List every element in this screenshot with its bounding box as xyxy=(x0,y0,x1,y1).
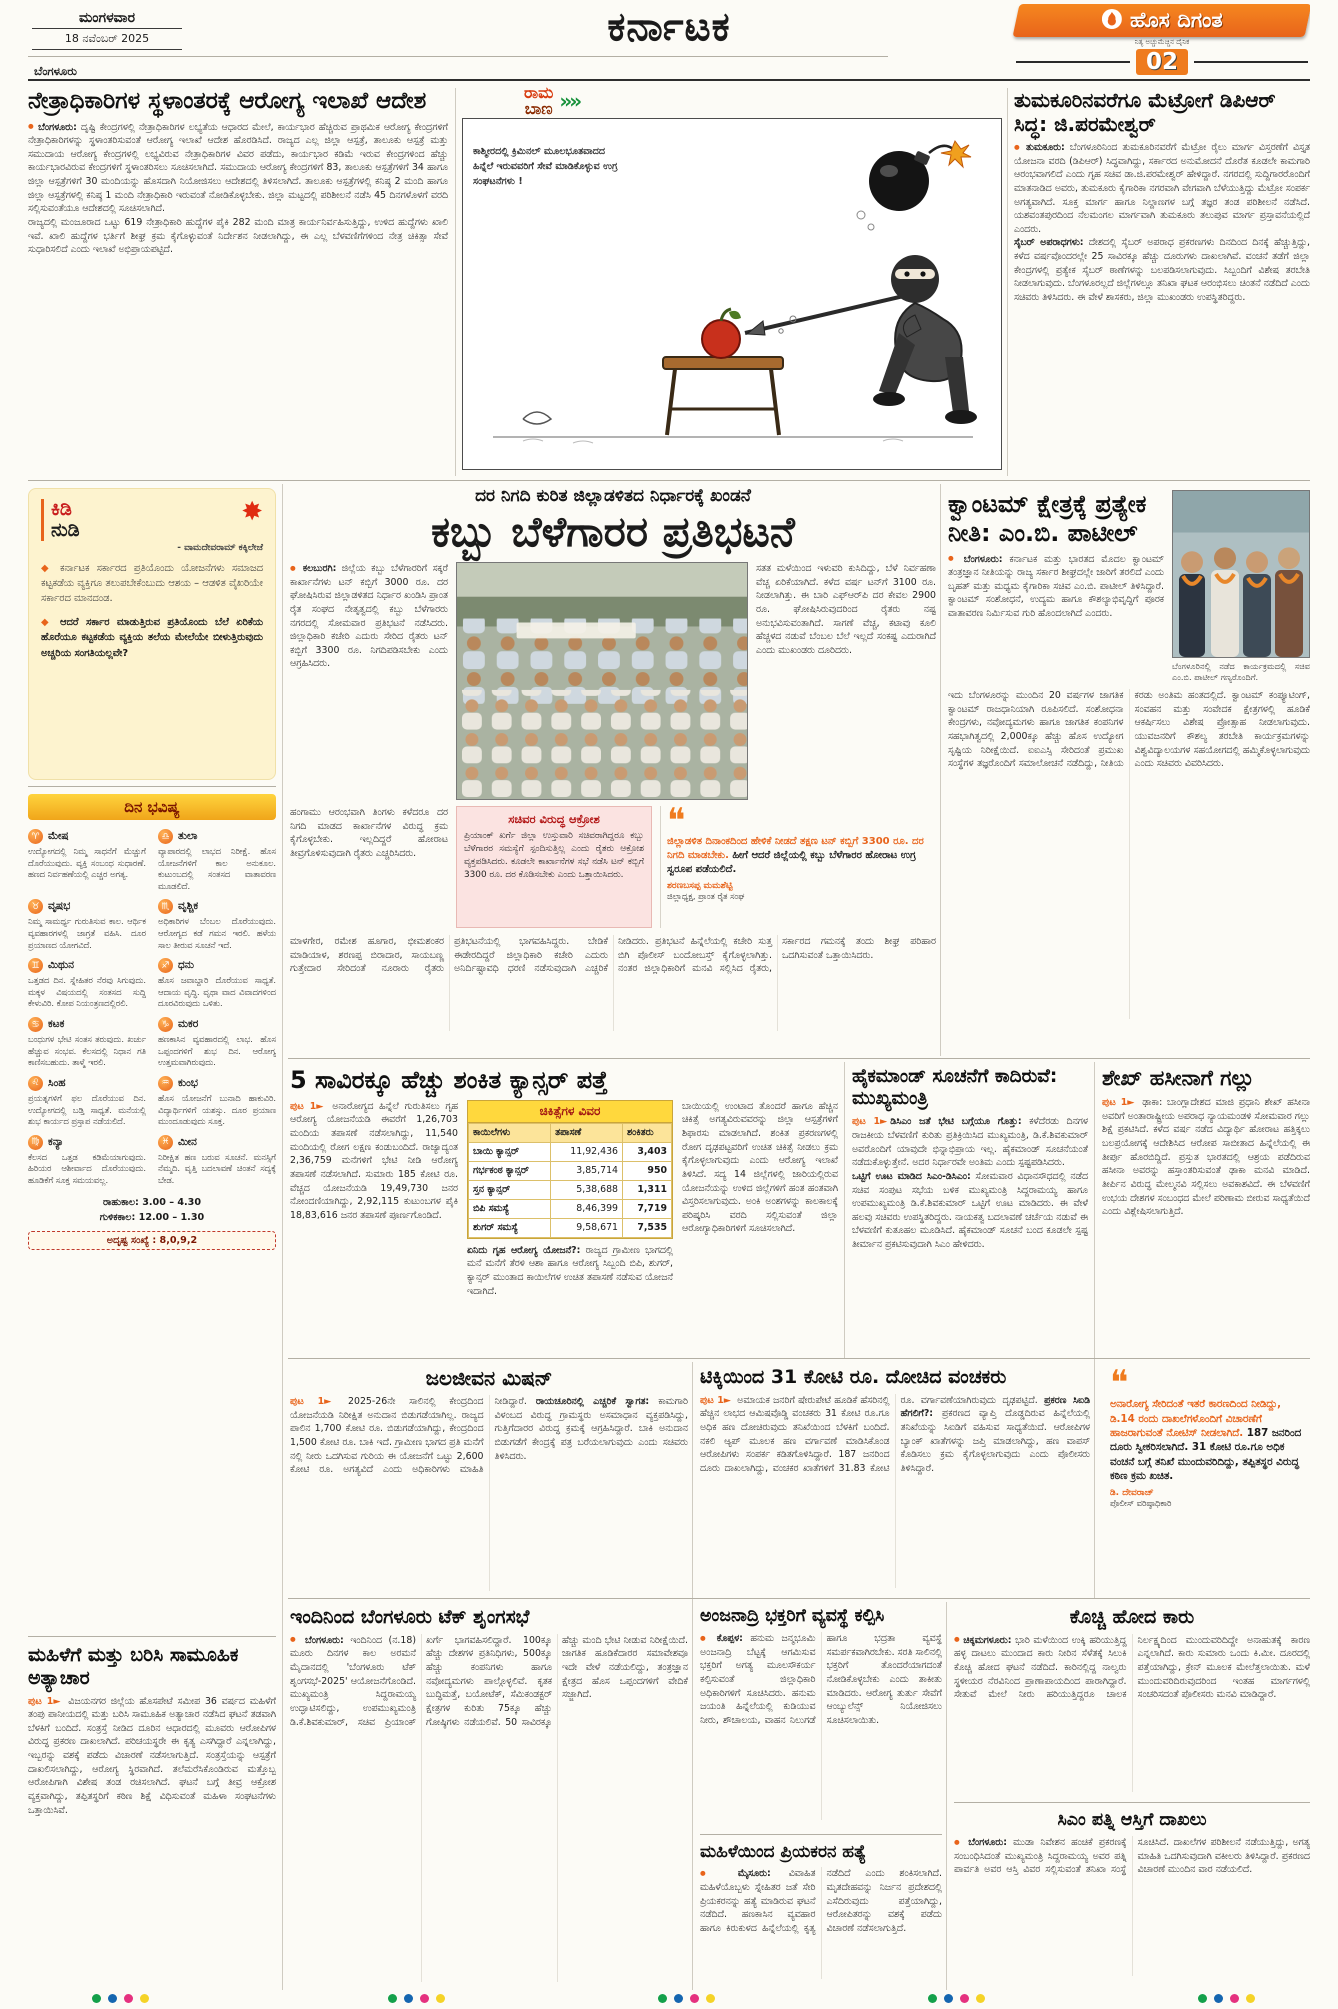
quote-author-role: ಪೊಲೀಸ್ ವರಿಷ್ಠಾಧಿಕಾರಿ xyxy=(1110,1497,1172,1508)
body-text: ಪ್ರಕರಣದ ವ್ಯಾಪ್ತಿ ದೊಡ್ಡದಿರುವ ಹಿನ್ನೆಲೆಯಲ್ಲಿ ತನಿಖೆಯನ್ನು ಸಿಐಡಿಗೆ ವಹಿಸುವ ಸಾಧ್ಯತೆಯಿದೆ. ಆರೋಪಿಗಳ ಬ್ಯಾಂಕ್ ಖಾತೆಗಳನ್ನು ಜಪ್ತಿ ಮಾಡಲಾಗಿದ್ದು, ಹಣ ವಾಪಸ್ ಕೊಡಿಸಲು ಕ್ರಮ ಕೈಗೊಳ್ಳಲಾಗುವುದು ಎಂದು ಪೊಲೀಸರು ತಿಳಿಸಿದ್ದಾರೆ. xyxy=(900,1408,1090,1474)
horoscope-item: ♓ ಮೀನ ನಿರೀಕ್ಷಿತ ಹಣ ಬರುವ ಸೂಚನೆ. ಮನಸ್ಸಿಗೆ ನೆಮ್ಮದಿ. ವೃತ್ತಿ ಬದಲಾವಣೆ ಚಿಂತನೆ ಸದ್ಯಕ್ಕೆ ಬೇಡ. xyxy=(158,1135,276,1185)
horoscope-item: ♎ ತುಲಾ ವ್ಯಾಪಾರದಲ್ಲಿ ಲಾಭದ ನಿರೀಕ್ಷೆ. ಹೊಸ ಯೋಜನೆಗಳಿಗೆ ಕಾಲ ಅನುಕೂಲ. ಕುಟುಂಬದಲ್ಲಿ ಸಂತಸದ ವಾತಾವರಣ ಮೂಡಲಿದೆ. xyxy=(158,830,276,891)
masthead-band xyxy=(1012,4,1310,37)
dateline: ● ಬೆಂಗಳೂರು: xyxy=(28,122,77,133)
quote-highlight: ಅನಾರೋಗ್ಯ ಸೇರಿದಂತೆ ಇತರೆ ಕಾರಣದಿಂದ ನೀಡಿದ್ದು, ಡಿ.14 ರಂದು ದಾಖಲೆಗಳೊಂದಿಗೆ ವಿಚಾರಣೆಗೆ ಹಾಜರಾಗುವಂತೆ ನೋಟಿಸ್ ನೀಡಲಾಗಿದೆ. xyxy=(1110,1398,1282,1439)
article-cm-wife-assets xyxy=(954,1810,1310,1990)
lucky-numbers: ಅದೃಷ್ಟ ಸಂಖ್ಯೆ : 8,0,9,2 xyxy=(28,1231,276,1250)
article-cm-highcommand xyxy=(852,1066,1088,1356)
article-body xyxy=(700,1394,1090,1588)
registration-marks xyxy=(1198,1994,1255,2003)
article-headline: ಜಲಜೀವನ ಮಿಷನ್ xyxy=(425,1366,553,1390)
article-body xyxy=(1014,141,1310,305)
article-row xyxy=(290,801,936,928)
table-title: ಚಿಕಿತ್ಸೆಗಳ ವಿವರ xyxy=(468,1101,672,1123)
quote-author: ಶರಣಬಸಪ್ಪ ಮಮಶೆಟ್ಟಿ xyxy=(667,881,733,892)
kidi-nudi-header xyxy=(41,499,263,541)
color-registration-dot xyxy=(124,1994,133,2003)
quote-attribution: - ವಾಮದೇವರಾಮ್ ಕಕ್ಕಿಲೇಜೆ xyxy=(177,542,263,553)
article-jal-jeevan-mission xyxy=(290,1366,688,1594)
body-text: ಮುಡಾ ನಿವೇಶನ ಹಂಚಿಕೆ ಪ್ರಕರಣಕ್ಕೆ ಸಂಬಂಧಿಸಿದಂತೆ ಮುಖ್ಯಮಂತ್ರಿ ಸಿದ್ದರಾಮಯ್ಯ ಅವರ ಪತ್ನಿ ಪಾರ್ವತಿ ಅವರ ಆಸ್ತಿ ವಿವರ ಸಲ್ಲಿಸುವಂತೆ ತನಿಖಾ ಸಂಸ್ಥೆ ಸೂಚಿಸಿದೆ. ದಾಖಲೆಗಳ ಪರಿಶೀಲನೆ ನಡೆಯುತ್ತಿದ್ದು, ಅಗತ್ಯ ಮಾಹಿತಿ ಒದಗಿಸುವುದಾಗಿ ವಕೀಲರು ತಿಳಿಸಿದ್ದಾರೆ. ಪ್ರಕರಣದ ವಿಚಾರಣೆ ಮುಂದಿನ ವಾರ ನಡೆಯಲಿದೆ. xyxy=(954,1837,1310,1876)
column-rule xyxy=(946,1602,947,1990)
section-title: ಕರ್ನಾಟಕ xyxy=(607,4,731,50)
chevrons-icon: »» xyxy=(559,89,580,113)
quote-rest: 187 ಜನರಿಂದ ದೂರು ಸ್ವೀಕರಿಸಲಾಗಿದೆ. 31 ಕೋಟಿ ರೂ.ಗೂ ಅಧಿಕ ವಂಚನೆ ಬಗ್ಗೆ ತನಿಖೆ ಮುಂದುವರಿದಿದ್ದು, ತಪ್ಪಿತಸ್ಥರ ವಿರುದ್ಧ ಕಠಿಣ ಕ್ರಮ ಖಚಿತ. xyxy=(1110,1427,1302,1483)
quote-icon: ❝ xyxy=(1110,1366,1129,1403)
cartoon-label-line1: ರಾಮ xyxy=(524,84,554,102)
zodiac-icon: ♈ xyxy=(28,829,43,844)
article-hasina-verdict xyxy=(1102,1066,1310,1356)
city-label: ಬೆಂಗಳೂರು xyxy=(34,64,77,78)
body-text: ಹನುಮ ಜನ್ಮಭೂಮಿ ಅಂಜನಾದ್ರಿ ಬೆಟ್ಟಕ್ಕೆ ಆಗಮಿಸುವ ಭಕ್ತರಿಗೆ ಅಗತ್ಯ ಮೂಲಸೌಕರ್ಯ ಕಲ್ಪಿಸುವಂತೆ ಜಿಲ್ಲಾಧಿಕಾರಿ ಅಧಿಕಾರಿಗಳಿಗೆ ಸೂಚಿಸಿದರು. ಹನುಮ ಜಯಂತಿ ಹಿನ್ನೆಲೆಯಲ್ಲಿ ಕುಡಿಯುವ ನೀರು, ಶೌಚಾಲಯ, ವಾಹನ ನಿಲುಗಡೆ ಹಾಗೂ ಭದ್ರತಾ ವ್ಯವಸ್ಥೆ ಸಮರ್ಪಕವಾಗಿರಬೇಕು. ಸರತಿ ಸಾಲಿನಲ್ಲಿ ಭಕ್ತರಿಗೆ ತೊಂದರೆಯಾಗದಂತೆ ನೋಡಿಕೊಳ್ಳಬೇಕು ಎಂದು ತಾಕೀತು ಮಾಡಿದರು. ಆರೋಗ್ಯ ತುರ್ತು ಸೇವೆಗೆ ಆಂಬ್ಯುಲೆನ್ಸ್ ನಿಯೋಜಿಸಲು ಸೂಚಿಸಲಾಯಿತು. xyxy=(700,1633,942,1726)
article-body xyxy=(700,1632,942,1820)
dateline: ● ಚಿಕ್ಕಮಗಳೂರು: xyxy=(954,1635,1011,1646)
article-headline: ತುಮಕೂರಿನವರೆಗೂ ಮೆಟ್ರೋಗೆ ಡಿಪಿಆರ್ ಸಿದ್ಧ: ಜಿ.ಪರಮೇಶ್ವರ್ xyxy=(1014,88,1276,136)
zodiac-icon: ♒ xyxy=(158,1076,173,1091)
rule xyxy=(1016,61,1130,63)
continued-from-page1-marker: ಪುಟ 1► xyxy=(852,1116,888,1128)
color-registration-dot xyxy=(944,1994,953,2003)
kidi-title: ಕಿಡಿ xyxy=(51,498,72,520)
section-rule xyxy=(288,1358,1310,1359)
column-rule xyxy=(1007,88,1008,476)
horoscope-title: ದಿನ ಭವಿಷ್ಯ xyxy=(28,794,276,820)
body-text: ವಿವಾಹಿತ ಮಹಿಳೆಯೊಬ್ಬಳು ಸ್ನೇಹಿತರ ಜತೆ ಸೇರಿ ಪ್ರಿಯಕರನನ್ನು ಹತ್ಯೆ ಮಾಡಿರುವ ಘಟನೆ ನಡೆದಿದೆ. ಹಣಕಾಸಿನ ವ್ಯವಹಾರ ಹಾಗೂ ಕಿರುಕುಳದ ಹಿನ್ನೆಲೆಯಲ್ಲಿ ಕೃತ್ಯ ನಡೆದಿದೆ ಎಂದು ಶಂಕಿಸಲಾಗಿದೆ. ಮೃತದೇಹವನ್ನು ನಿರ್ಜನ ಪ್ರದೇಶದಲ್ಲಿ ಎಸೆದಿರುವುದು ಪತ್ತೆಯಾಗಿದ್ದು, ಆರೋಪಿತರನ್ನು ವಶಕ್ಕೆ ಪಡೆದು ವಿಚಾರಣೆ ನಡೆಸಲಾಗುತ್ತಿದೆ. xyxy=(700,1868,942,1934)
body-text: ಕಾಮಗಾರಿ ವಿಳಂಬದ ವಿರುದ್ಧ ಗ್ರಾಮಸ್ಥರು ಅಸಮಾಧಾನ ವ್ಯಕ್ತಪಡಿಸಿದ್ದು, ಗುತ್ತಿಗೆದಾರರ ವಿರುದ್ಧ ಕ್ರಮಕ್ಕೆ ಆಗ್ರಹಿಸಿದ್ದಾರೆ. ಬಾಕಿ ಅನುದಾನ ಬಿಡುಗಡೆಗೆ ಕೇಂದ್ರಕ್ಕೆ ಪತ್ರ ಬರೆಯಲಾಗುವುದು ಎಂದು ಸಚಿವರು ತಿಳಿಸಿದರು. xyxy=(494,1396,688,1462)
registration-marks xyxy=(658,1994,715,2003)
paper-name: ಹೊಸ ದಿಗಂತ xyxy=(1129,8,1223,32)
body-text: ವಿಜಯನಗರ ಜಿಲ್ಲೆಯ ಹೊಸಪೇಟೆ ಸಮೀಪ 36 ವರ್ಷದ ಮಹಿಳೆಗೆ ತಂಪು ಪಾನೀಯದಲ್ಲಿ ಮತ್ತು ಬರಿಸಿ ಸಾಮೂಹಿಕ ಅತ್ಯಾಚಾರ ನಡೆಸಿದ ಘಟನೆ ತಡವಾಗಿ ಬೆಳಕಿಗೆ ಬಂದಿದೆ. ಸಂತ್ರಸ್ತೆ ನೀಡಿದ ದೂರಿನ ಆಧಾರದಲ್ಲಿ ಮೂವರು ಆರೋಪಿಗಳ ವಿರುದ್ಧ ಪ್ರಕರಣ ದಾಖಲಾಗಿದೆ. ಪರಿಚಯಸ್ಥರೇ ಈ ಕೃತ್ಯ ಎಸಗಿದ್ದಾರೆ ಎನ್ನಲಾಗಿದ್ದು, ಇಬ್ಬರನ್ನು ವಶಕ್ಕೆ ಪಡೆದು ವಿಚಾರಣೆ ನಡೆಸಲಾಗುತ್ತಿದೆ. ಸಂತ್ರಸ್ತೆಯನ್ನು ಆಸ್ಪತ್ರೆಗೆ ದಾಖಲಿಸಲಾಗಿದ್ದು, ಆರೋಗ್ಯ ಸ್ಥಿರವಾಗಿದೆ. ತಲೆಮರೆಸಿಕೊಂಡಿರುವ ಮತ್ತೊಬ್ಬ ಆರೋಪಿಗಾಗಿ ವಿಶೇಷ ತಂಡ ರಚಿಸಲಾಗಿದೆ. ಘಟನೆ ಬಗ್ಗೆ ತೀವ್ರ ಆಕ್ರೋಶ ವ್ಯಕ್ತವಾಗಿದ್ದು, ತಪ್ಪಿತಸ್ಥರಿಗೆ ಕಠಿಣ ಶಿಕ್ಷೆ ವಿಧಿಸುವಂತೆ ಮಹಿಳಾ ಸಂಘಟನೆಗಳು ಒತ್ತಾಯಿಸಿವೆ. xyxy=(28,1695,276,1816)
photo-caption: ಬೆಂಗಳೂರಿನಲ್ಲಿ ನಡೆದ ಕಾರ್ಯಕ್ರಮದಲ್ಲಿ ಸಚಿವ ಎಂ.ಬಿ. ಪಾಟೀಲ್ ಗಣ್ಯರೊಂದಿಗೆ. xyxy=(1172,661,1310,683)
fraud-pull-quote xyxy=(1102,1366,1310,1594)
color-registration-dot xyxy=(388,1994,397,2003)
quantum-photo-image xyxy=(1173,491,1309,657)
horoscope-item: ♈ ಮೇಷ ಉದ್ಯೋಗದಲ್ಲಿ ನಿಮ್ಮ ಸಾಧನೆಗೆ ಮೆಚ್ಚುಗೆ ದೊರೆಯುವುದು. ವ್ಯಕ್ತಿ ಸಂಬಂಧ ಸುಧಾರಣೆ. ಹಣದ ನಿರ್ವಹಣೆಯಲ್ಲಿ ಎಚ್ಚರ ಅಗತ್ಯ. xyxy=(28,830,146,880)
col-disease: ಕಾಯಿಲೆಗಳು xyxy=(469,1123,551,1142)
article-body xyxy=(290,1100,458,1346)
dateline: ● ಬೆಂಗಳೂರು: xyxy=(954,1837,1007,1848)
horoscope-times xyxy=(28,1195,276,1226)
section-rule xyxy=(28,786,276,787)
quote-rest: ಹೀಗೆ ಆದರೆ ಜಿಲ್ಲೆಯಲ್ಲಿ ಕಬ್ಬು ಬೆಳೆಗಾರರ ಹೋರಾಟ ಉಗ್ರ ಸ್ವರೂಪ ಪಡೆಯಲಿದೆ. xyxy=(667,850,916,876)
color-registration-dot xyxy=(140,1994,149,2003)
body-text: ಕಳೆದೆರಡು ದಿನಗಳ ರಾಜಕೀಯ ಬೆಳವಣಿಗೆ ಕುರಿತು ಪ್ರತಿಕ್ರಿಯಿಸಿದ ಮುಖ್ಯಮಂತ್ರಿ, ಡಿ.ಕೆ.ಶಿವಕುಮಾರ್ ಅವರೊಂದಿಗೆ ಯಾವುದೇ ಭಿನ್ನಾಭಿಪ್ರಾಯ ಇಲ್ಲ. ಹೈಕಮಾಂಡ್ ಸೂಚನೆಯಂತೆ ನಡೆದುಕೊಳ್ಳುತ್ತೇನೆ. ಅದರ ನಿರ್ಧಾರವೇ ಅಂತಿಮ ಎಂದು ಸ್ಪಷ್ಟಪಡಿಸಿದರು. xyxy=(852,1116,1088,1169)
inline-subhead: ಪ್ರಕರಣ ಸಿಐಡಿ ಹೆಗಲಿಗೆ?: xyxy=(900,1394,1090,1420)
highlight-text: ಪ್ರಿಯಾಂಕ್ ಖರ್ಗೆ ಜಿಲ್ಲಾ ಉಸ್ತುವಾರಿ ಸಚಿವರಾಗಿದ್ದರೂ ಕಬ್ಬು ಬೆಳೆಗಾರರ ಸಮಸ್ಯೆಗೆ ಸ್ಪಂದಿಸುತ್ತಿಲ್ಲ ಎಂದು ರೈತರು ಆಕ್ರೋಶ ವ್ಯಕ್ತಪಡಿಸಿದರು. ಕೂಡಲೇ ಕಾರ್ಖಾನೆಗಳ ಸಭೆ ನಡೆಸಿ ಟನ್ ಕಬ್ಬಿಗೆ 3300 ರೂ. ದರ ಕೊಡಿಸಬೇಕು ಎಂದು ಒತ್ತಾಯಿಸಿದರು. xyxy=(464,831,644,880)
page-number-row xyxy=(1016,49,1308,75)
article-body xyxy=(852,1115,1088,1251)
color-registration-dot xyxy=(420,1994,429,2003)
body-text: ಅನಾರೋಗ್ಯದ ಹಿನ್ನೆಲೆ ಗುರುತಿಸಲು ಗೃಹ ಆರೋಗ್ಯ ಯೋಜನೆಯಡಿ ಈವರೆಗೆ 1,26,703 ಮಂದಿಯ ತಪಾಸಣೆ ನಡೆಸಲಾಗಿದ್ದು, 11,540 ಮಂದಿಯಲ್ಲಿ ರೋಗ ಲಕ್ಷಣ ಕಂಡುಬಂದಿದೆ. ರಾಜ್ಯಾದ್ಯಂತ 2,36,759 ಮನೆಗಳಿಗೆ ಭೇಟಿ ನೀಡಿ ಆರೋಗ್ಯ ತಪಾಸಣೆ ನಡೆಸಲಾಗಿದೆ. ಸುಮಾರು 185 ಕೋಟಿ ರೂ. ವೆಚ್ಚದ ಯೋಜನೆಯಡಿ 19,49,730 ಜನರ ನೋಂದಣಿಯಾಗಿದ್ದು, 2,92,115 ಕುಟುಂಬಗಳ ಪೈಕಿ 18,83,616 ಜನರ ತಪಾಸಣೆ ಪೂರ್ಣಗೊಂಡಿದೆ. xyxy=(290,1100,458,1221)
pull-quote xyxy=(660,801,936,928)
daily-horoscope xyxy=(28,794,276,1632)
article-anjanadri-devotees xyxy=(700,1606,942,1830)
protest-photo-image xyxy=(457,563,747,799)
registration-marks xyxy=(388,1994,445,2003)
color-registration-dot xyxy=(1214,1994,1223,2003)
kicker: ದರ ನಿಗದಿ ಕುರಿತ ಜಿಲ್ಲಾಡಳಿತದ ನಿರ್ಧಾರಕ್ಕೆ ಖಂಡನೆ xyxy=(475,486,751,506)
zodiac-icon: ♍ xyxy=(28,1135,43,1150)
body-text: ಜಿಲ್ಲೆಯ ಕಬ್ಬು ಬೆಳೆಗಾರರಿಗೆ ಸಕ್ಕರೆ ಕಾರ್ಖಾನೆಗಳು ಟನ್ ಕಬ್ಬಿಗೆ 3000 ರೂ. ದರ ಘೋಷಿಸಿರುವ ಜಿಲ್ಲಾಡಳಿತದ ನಿರ್ಧಾರ ಖಂಡಿಸಿ ಪ್ರಾಂತ ರೈತ ಸಂಘದ ನೇತೃತ್ವದಲ್ಲಿ ಕಬ್ಬು ಬೆಳೆಗಾರರು ನಗರದಲ್ಲಿ ಸೋಮವಾರ ಪ್ರತಿಭಟನೆ ನಡೆಸಿದರು. ಜಿಲ್ಲಾಧಿಕಾರಿ ಕಚೇರಿ ಎದುರು ಸೇರಿದ ರೈತರು ಟನ್ ಕಬ್ಬಿಗೆ 3300 ರೂ. ನಿಗದಿಪಡಿಸಬೇಕು ಎಂದು ಆಗ್ರಹಿಸಿದರು. xyxy=(290,563,448,670)
protest-photo xyxy=(456,562,748,800)
body-text: ದೃಷ್ಟಿ ಕೇಂದ್ರಗಳಲ್ಲಿ ನೇತ್ರಾಧಿಕಾರಿಗಳ ಲಭ್ಯತೆಯ ಆಧಾರದ ಮೇಲೆ, ಕಾರ್ಯಭಾರ ಹೆಚ್ಚಿರುವ ಪ್ರಾಥಮಿಕ ಆರೋಗ್ಯ ಕೇಂದ್ರಗಳಿಗೆ ನೇತ್ರಾಧಿಕಾರಿಗಳನ್ನು ಸ್ಥಳಾಂತರಿಸುವಂತೆ ಆರೋಗ್ಯ ಇಲಾಖೆ ಆದೇಶ ಹೊರಡಿಸಿದೆ. ರಾಜ್ಯದ ಎಲ್ಲ ಜಿಲ್ಲಾ ಆಸ್ಪತ್ರೆ, ತಾಲೂಕು ಆಸ್ಪತ್ರೆ ಮತ್ತು ಸಮುದಾಯ ಆರೋಗ್ಯ ಕೇಂದ್ರಗಳಲ್ಲಿ ಲಭ್ಯವಿರುವ ನೇತ್ರಾಧಿಕಾರಿಗಳ ವಿವರ ಪಡೆದು, ಕಾರ್ಯಭಾರ ಕಡಿಮೆ ಇರುವ ಕೇಂದ್ರಗಳಿಂದ ಹೆಚ್ಚು ಕಾರ್ಯಭಾರವಿರುವ ಕೇಂದ್ರಗಳಿಗೆ ಸ್ಥಳಾಂತರಿಸಲು ಸೂಚಿಸಲಾಗಿದೆ. ಸಮುದಾಯ ಆರೋಗ್ಯ ಕೇಂದ್ರಗಳಿಗೆ 83, ತಾಲೂಕು ಆಸ್ಪತ್ರೆಗಳಿಗೆ 34 ಹಾಗೂ ಜಿಲ್ಲಾ ಆಸ್ಪತ್ರೆಗಳಿಗೆ 30 ಮಂದಿಯನ್ನು ಹೊಸದಾಗಿ ನಿಯೋಜಿಸಲು ಆದೇಶದಲ್ಲಿ ತಿಳಿಸಲಾಗಿದೆ. ತಾಲೂಕು ಆಸ್ಪತ್ರೆಗಳಲ್ಲಿ ಕನಿಷ್ಠ 2 ಮಂದಿ ಹಾಗೂ ಜಿಲ್ಲಾ ಆಸ್ಪತ್ರೆಗಳಲ್ಲಿ ಕನಿಷ್ಠ 1 ಮಂದಿ ನೇತ್ರಾಧಿಕಾರಿ ಇರುವಂತೆ ನೋಡಿಕೊಳ್ಳಬೇಕು. ಜಿಲ್ಲಾ ಮಟ್ಟದಲ್ಲಿ ಪರಿಶೀಲನೆ ನಡೆಸಿ 45 ದಿನಗಳೊಳಗೆ ವರದಿ ಸಲ್ಲಿಸುವಂತೆಯೂ ಆದೇಶದಲ್ಲಿ ಸೂಚಿಸಲಾಗಿದೆ. xyxy=(28,121,448,215)
color-registration-dot xyxy=(976,1994,985,2003)
zodiac-icon: ♏ xyxy=(158,899,173,914)
header-rule xyxy=(28,56,888,57)
body-text: ಢಾಕಾ: ಬಾಂಗ್ಲಾದೇಶದ ಮಾಜಿ ಪ್ರಧಾನಿ ಶೇಖ್ ಹಸೀನಾ ಅವರಿಗೆ ಅಂತಾರಾಷ್ಟ್ರೀಯ ಅಪರಾಧ ನ್ಯಾಯಮಂಡಳಿ ಸೋಮವಾರ ಗಲ್ಲು ಶಿಕ್ಷೆ ಪ್ರಕಟಿಸಿದೆ. ಕಳೆದ ವರ್ಷ ನಡೆದ ವಿದ್ಯಾರ್ಥಿ ಹೋರಾಟ ಹತ್ತಿಕ್ಕಲು ಬಲಪ್ರಯೋಗಕ್ಕೆ ಆದೇಶಿಸಿದ ಆರೋಪ ಸಾಬೀತಾದ ಹಿನ್ನೆಲೆಯಲ್ಲಿ ಈ ತೀರ್ಪು ಹೊರಬಿದ್ದಿದೆ. ಪ್ರಸ್ತುತ ಭಾರತದಲ್ಲಿ ಆಶ್ರಯ ಪಡೆದಿರುವ ಹಸೀನಾ ಅವರನ್ನು ಹಸ್ತಾಂತರಿಸುವಂತೆ ಢಾಕಾ ಮನವಿ ಮಾಡಿದೆ. ತೀರ್ಪಿನ ವಿರುದ್ಧ ಮೇಲ್ಮನವಿ ಸಲ್ಲಿಸಲು ಅವಕಾಶವಿದೆ. ಈ ಬೆಳವಣಿಗೆ ಉಭಯ ದೇಶಗಳ ಸಂಬಂಧದ ಮೇಲೆ ಪರಿಣಾಮ ಬೀರುವ ಸಾಧ್ಯತೆಯಿದೆ ಎಂದು ವಿಶ್ಲೇಷಿಸಲಾಗುತ್ತಿದೆ. xyxy=(1102,1097,1310,1218)
article-car-washed-away xyxy=(954,1606,1310,1798)
col-suspected: ಶಂಕಿತರು xyxy=(623,1123,672,1142)
header-rule-bold xyxy=(28,79,1310,81)
dateline: ● ಮೈಸೂರು: xyxy=(700,1868,771,1879)
nudi-title: ನುಡಿ xyxy=(51,518,80,541)
quote-highlight: ಜಿಲ್ಲಾಡಳಿತ ದಿನಾಂಕದಿಂದ ಹೇಳಿಕೆ ನೀಡದೆ ತಕ್ಷಣ ಟನ್ ಕಬ್ಬಿಗೆ 3300 ರೂ. ದರ ನಿಗದಿ ಮಾಡಬೇಕು. xyxy=(667,836,924,862)
body-text: ಇಂದಿನಿಂದ (ನ.18) ಮೂರು ದಿನಗಳ ಕಾಲ ಅರಮನೆ ಮೈದಾನದಲ್ಲಿ 'ಬೆಂಗಳೂರು ಟೆಕ್ ಶೃಂಗಸಭೆ-2025' ಆಯೋಜನೆಗೊಂಡಿದೆ. ಮುಖ್ಯಮಂತ್ರಿ ಸಿದ್ದರಾಮಯ್ಯ ಉದ್ಘಾಟಿಸಲಿದ್ದು, ಉಪಮುಖ್ಯಮಂತ್ರಿ ಡಿ.ಕೆ.ಶಿವಕುಮಾರ್, ಸಚಿವ ಪ್ರಿಯಾಂಕ್ ಖರ್ಗೆ ಭಾಗವಹಿಸಲಿದ್ದಾರೆ. 100ಕ್ಕೂ ಹೆಚ್ಚು ದೇಶಗಳ ಪ್ರತಿನಿಧಿಗಳು, 500ಕ್ಕೂ ಹೆಚ್ಚು ಕಂಪನಿಗಳು ಹಾಗೂ ನವೋದ್ಯಮಗಳು ಪಾಲ್ಗೊಳ್ಳಲಿವೆ. ಕೃತಕ ಬುದ್ಧಿಮತ್ತೆ, ಬಯೋಟೆಕ್, ಸೆಮಿಕಂಡಕ್ಟರ್ ಕ್ಷೇತ್ರಗಳ ಕುರಿತು 75ಕ್ಕೂ ಹೆಚ್ಚು ಗೋಷ್ಠಿಗಳು ನಡೆಯಲಿವೆ. 50 ಸಾವಿರಕ್ಕೂ ಹೆಚ್ಚು ಮಂದಿ ಭೇಟಿ ನೀಡುವ ನಿರೀಕ್ಷೆಯಿದೆ. ಜಾಗತಿಕ ಹೂಡಿಕೆದಾರರ ಸಮಾವೇಶವೂ ಇದೇ ವೇಳೆ ನಡೆಯಲಿದ್ದು, ತಂತ್ರಜ್ಞಾನ ಕ್ಷೇತ್ರದ ಹೊಸ ಒಪ್ಪಂದಗಳಿಗೆ ವೇದಿಕೆ ಸಜ್ಜಾಗಿದೆ. xyxy=(290,1634,688,1728)
dateline: ● ತುಮಕೂರು: xyxy=(1014,142,1065,153)
quote-author-role: ಜಿಲ್ಲಾಧ್ಯಕ್ಷ, ಪ್ರಾಂತ ರೈತ ಸಂಘ xyxy=(667,891,745,902)
dateline: ● ಕಲಬುರಗಿ: xyxy=(290,563,336,574)
article-body xyxy=(1102,1096,1310,1219)
inline-subhead: ಏನಿದು ಗೃಹ ಆರೋಗ್ಯ ಯೋಜನೆ?: xyxy=(467,1244,581,1256)
date: 18 ನವೆಂಬರ್ 2025 xyxy=(32,29,182,50)
horoscope-item: ♌ ಸಿಂಹ ಪ್ರಯತ್ನಗಳಿಗೆ ಫಲ ದೊರೆಯುವ ದಿನ. ಉದ್ಯೋಗದಲ್ಲಿ ಬಡ್ತಿ ಸಾಧ್ಯತೆ. ಮನೆಯಲ್ಲಿ ಶುಭ ಕಾರ್ಯದ ಪ್ರಸ್ತಾಪ ನಡೆಯಲಿದೆ. xyxy=(28,1076,146,1127)
zodiac-icon: ♉ xyxy=(28,899,43,914)
article-tumakuru-metro xyxy=(1014,88,1310,476)
article-headline: ಟಿಕ್ಕಿಯಿಂದ 31 ಕೋಟಿ ರೂ. ದೋಚಿದ ವಂಚಕರು xyxy=(700,1366,1007,1388)
column-rule xyxy=(455,88,456,476)
article-body xyxy=(700,1867,942,1979)
article-eye-officers-transfer xyxy=(28,88,448,476)
main-headline: ಕಬ್ಬು ಬೆಳೆಗಾರರ ಪ್ರತಿಭಟನೆ xyxy=(431,507,795,556)
column-rule xyxy=(1094,1062,1095,1598)
article-body: ಸತತ ಮಳೆಯಿಂದ ಇಳುವರಿ ಕುಸಿದಿದ್ದು, ಬೆಳೆ ನಿರ್ವಹಣಾ ವೆಚ್ಚ ಏರಿಕೆಯಾಗಿದೆ. ಕಳೆದ ವರ್ಷ ಟನ್‌ಗೆ 3100 ರೂ. ನೀಡಲಾಗಿತ್ತು. ಈ ಬಾರಿ ಎಫ್‌ಆರ್‌ಪಿ ದರ ಕೇವಲ 2900 ರೂ. ಘೋಷಿಸಿರುವುದರಿಂದ ರೈತರು ನಷ್ಟ ಅನುಭವಿಸುವಂತಾಗಿದೆ. ಸಾಗಣೆ ವೆಚ್ಚ, ಕಟಾವು ಕೂಲಿ ಹೆಚ್ಚಳದ ನಡುವೆ ಬೆಂಬಲ ಬೆಲೆ ಇಲ್ಲದೆ ಸಂಕಷ್ಟ ಎದುರಾಗಿದೆ ಎಂದು ಮುಖಂಡರು ದೂರಿದರು. xyxy=(756,563,936,656)
section-rule xyxy=(288,1058,1310,1059)
horoscope-item: ♒ ಕುಂಭ ಹೊಸ ಯೋಜನೆಗೆ ಬುನಾದಿ ಹಾಕುವಿರಿ. ವಿದ್ಯಾರ್ಥಿಗಳಿಗೆ ಯಶಸ್ಸು. ದೂರ ಪ್ರಯಾಣ ಮುಂದೂಡುವುದು ಸೂಕ್ತ. xyxy=(158,1076,276,1127)
color-registration-dot xyxy=(690,1994,699,2003)
table-header-row xyxy=(469,1123,672,1142)
body-text: ಬೆಂಗಳೂರಿನಿಂದ ತುಮಕೂರಿನವರೆಗೆ ಮೆಟ್ರೋ ರೈಲು ಮಾರ್ಗ ವಿಸ್ತರಣೆಗೆ ವಿಸ್ತೃತ ಯೋಜನಾ ವರದಿ (ಡಿಪಿಆರ್) ಸಿದ್ಧವಾಗಿದ್ದು, ಸರ್ಕಾರದ ಅನುಮೋದನೆ ದೊರೆತ ಕೂಡಲೇ ಕಾಮಗಾರಿ ಆರಂಭವಾಗಲಿದೆ ಎಂದು ಗೃಹ ಸಚಿವ ಡಾ.ಜಿ.ಪರಮೇಶ್ವರ್ ಹೇಳಿದ್ದಾರೆ. ನಗರದಲ್ಲಿ ಸುದ್ದಿಗಾರರೊಂದಿಗೆ ಮಾತನಾಡಿದ ಅವರು, ತುಮಕೂರು ಕೈಗಾರಿಕಾ ನಗರವಾಗಿ ವೇಗವಾಗಿ ಬೆಳೆಯುತ್ತಿದ್ದು ಮೆಟ್ರೋ ಸಂಪರ್ಕ ಅಗತ್ಯವಾಗಿದೆ. ಸೂಕ್ತ ಮಾರ್ಗ ಹಾಗೂ ನಿಲ್ದಾಣಗಳ ಬಗ್ಗೆ ತಜ್ಞರ ತಂಡ ಪರಿಶೀಲನೆ ನಡೆಸಿದೆ. ಯಶವಂತಪುರದಿಂದ ನೆಲಮಂಗಲ ಮಾರ್ಗವಾಗಿ ತುಮಕೂರು ತಲುಪುವ ಮಾರ್ಗ ಪ್ರಸ್ತಾವನೆಯಲ್ಲಿದೆ ಎಂದರು. xyxy=(1014,142,1310,235)
body-text: ರಾಜ್ಯದ ಗ್ರಾಮೀಣ ಭಾಗದಲ್ಲಿ ಮನೆ ಮನೆಗೆ ತೆರಳಿ ಆಶಾ ಹಾಗೂ ಆರೋಗ್ಯ ಸಿಬ್ಬಂದಿ ಬಿಪಿ, ಶುಗರ್, ಕ್ಯಾನ್ಸರ್ ಮುಂತಾದ ಕಾಯಿಲೆಗಳ ಉಚಿತ ತಪಾಸಣೆ ನಡೆಸುವ ಯೋಜನೆ ಇದಾಗಿದೆ. xyxy=(467,1244,673,1297)
article-body xyxy=(954,1836,1310,1976)
article-body: ಬಾಯಿಯಲ್ಲಿ ಉಂಟಾದ ತೊಂದರೆ ಹಾಗೂ ಹೆಚ್ಚಿನ ಚಿಕಿತ್ಸೆ ಅಗತ್ಯವಿರುವವರನ್ನು ಜಿಲ್ಲಾ ಆಸ್ಪತ್ರೆಗಳಿಗೆ ಶಿಫಾರಸು ಮಾಡಲಾಗಿದೆ. ಶಂಕಿತ ಪ್ರಕರಣಗಳಲ್ಲಿ ರೋಗ ದೃಢಪಟ್ಟವರಿಗೆ ಉಚಿತ ಚಿಕಿತ್ಸೆ ನೀಡಲು ಕ್ರಮ ಕೈಗೊಳ್ಳಲಾಗುವುದು ಎಂದು ಆರೋಗ್ಯ ಇಲಾಖೆ ತಿಳಿಸಿದೆ. ಸದ್ಯ 14 ಜಿಲ್ಲೆಗಳಲ್ಲಿ ಜಾರಿಯಲ್ಲಿರುವ ಯೋಜನೆಯನ್ನು ಉಳಿದ ಜಿಲ್ಲೆಗಳಿಗೆ ಹಂತ ಹಂತವಾಗಿ ವಿಸ್ತರಿಸಲಾಗುವುದು. ಅಂಕಿ ಅಂಶಗಳನ್ನು ಕಾಲಕಾಲಕ್ಕೆ ಪರಿಷ್ಕರಿಸಿ ವರದಿ ಸಲ್ಲಿಸುವಂತೆ ಜಿಲ್ಲಾ ಆರೋಗ್ಯಾಧಿಕಾರಿಗಳಿಗೆ ಸೂಚಿಸಲಾಗಿದೆ. xyxy=(682,1100,838,1235)
article-headline: ಕ್ವಾಂಟಮ್ ಕ್ಷೇತ್ರಕ್ಕೆ ಪ್ರತ್ಯೇಕ ನೀತಿ: ಎಂ.ಬಿ. ಪಾಟೀಲ್ xyxy=(948,490,1147,547)
body-text: ರಾಜ್ಯದಲ್ಲಿ ಮಂಜೂರಾದ ಒಟ್ಟು 619 ನೇತ್ರಾಧಿಕಾರಿ ಹುದ್ದೆಗಳ ಪೈಕಿ 282 ಮಂದಿ ಮಾತ್ರ ಕಾರ್ಯನಿರ್ವಹಿಸುತ್ತಿದ್ದು, ಉಳಿದ ಹುದ್ದೆಗಳು ಖಾಲಿ ಇವೆ. ಖಾಲಿ ಹುದ್ದೆಗಳ ಭರ್ತಿಗೆ ಶೀಘ್ರ ಕ್ರಮ ಕೈಗೊಳ್ಳುವಂತೆ ನಿರ್ದೇಶನ ನೀಡಲಾಗಿದ್ದು, ಈ ಎಲ್ಲ ಬೆಳವಣಿಗೆಗಳಿಂದ ನೇತ್ರ ಚಿಕಿತ್ಸಾ ಸೇವೆ ಸುಧಾರಿಸಲಿದೆ ಎಂದು ಇಲಾಖೆ ಅಭಿಪ್ರಾಯಪಟ್ಟಿದೆ. xyxy=(28,216,448,256)
table-row: ಬಿಪಿ ಸಮಸ್ಯೆ 8,46,399 7,719 xyxy=(469,1199,672,1218)
article-sugarcane-protest xyxy=(290,484,936,1056)
continued-from-page1-marker: ಪುಟ 1► xyxy=(28,1695,61,1707)
color-registration-dot xyxy=(436,1994,445,2003)
zodiac-icon: ♊ xyxy=(28,958,43,973)
article-headline: ಸಿಎಂ ಪತ್ನಿ ಆಸ್ತಿಗೆ ದಾಖಲು xyxy=(1057,1810,1207,1830)
color-registration-dot xyxy=(658,1994,667,2003)
inline-subhead: ಡಿಸಿಎಂ ಜತೆ ಭೇಟಿ ಬಗ್ಗೆಯೂ ಗೊತ್ತು: xyxy=(890,1116,1022,1128)
cartoon-caption: ಕಾಶ್ಮೀರದಲ್ಲಿ ಕ್ರಿಮಿನಲ್ ಮೂಲಭೂತವಾದದ ಹಿನ್ನೆಲೆ ಇರುವವರಿಗೆ ಸೇವೆ ಮಾಡಿಕೊಳ್ಳುವ ಉಗ್ರ ಸಂಘಟನೆಗಳು ! xyxy=(473,146,618,187)
page-number: 02 xyxy=(1136,49,1188,75)
zodiac-icon: ♓ xyxy=(158,1135,173,1150)
article-stock-fraud xyxy=(700,1366,1090,1594)
dateline: ● ಬೆಂಗಳೂರು: xyxy=(290,1635,344,1646)
section-rule xyxy=(28,1636,276,1637)
article-headline: ಕೊಚ್ಚಿ ಹೋದ ಕಾರು xyxy=(1069,1606,1195,1628)
color-registration-dot xyxy=(92,1994,101,2003)
column-rule xyxy=(692,1362,693,1990)
highlight-box xyxy=(456,806,652,928)
kidi-nudi-text-bold: ◆ ಆದರೆ ಸರ್ಕಾರ ಮಾಡುತ್ತಿರುವ ಪ್ರತಿಯೊಂದು ಬೆಲೆ ಏರಿಕೆಯ ಹೊರೆಯೂ ಕಟ್ಟಕಡೆಯ ವ್ಯಕ್ತಿಯ ತಲೆಯ ಮೇಲೆಯೇ ಬೀಳುತ್ತಿರುವುದು ಅಚ್ಚರಿಯ ಸಂಗತಿಯಲ್ಲವೇ? xyxy=(41,615,263,661)
cartoon-section xyxy=(462,84,1002,476)
inline-subhead: ಸೈಬರ್ ಅಪರಾಧಗಳು: xyxy=(1014,237,1084,249)
article-headline: ಹೈಕಮಾಂಡ್ ಸೂಚನೆಗೆ ಕಾದಿರುವೆ: ಮುಖ್ಯಮಂತ್ರಿ xyxy=(852,1066,1058,1110)
body-text: ಅಮಾಯಕ ಜನರಿಗೆ ಷೇರುಪೇಟೆ ಹೂಡಿಕೆ ಹೆಸರಿನಲ್ಲಿ ಹೆಚ್ಚಿನ ಲಾಭದ ಆಮಿಷವೊಡ್ಡಿ ವಂಚಕರು 31 ಕೋಟಿ ರೂ.ಗೂ ಅಧಿಕ ಹಣ ದೋಚಿರುವುದು ತನಿಖೆಯಿಂದ ಬೆಳಕಿಗೆ ಬಂದಿದೆ. ನಕಲಿ ಆ್ಯಪ್ ಮೂಲಕ ಹಣ ವರ್ಗಾವಣೆ ಮಾಡಿಸಿಕೊಂಡ ಆರೋಪಿಗಳು ಸಂಪರ್ಕ ಕಡಿತಗೊಳಿಸಿದ್ದಾರೆ. 187 ಜನರಿಂದ ದೂರು ದಾಖಲಾಗಿದ್ದು, ವಂಚಕರ ಖಾತೆಗಳಿಗೆ 31.83 ಕೋಟಿ ರೂ. ವರ್ಗಾವಣೆಯಾಗಿರುವುದು ದೃಢಪಟ್ಟಿದೆ. xyxy=(700,1394,1038,1474)
section-rule xyxy=(700,1834,942,1835)
article-body-continued: ಇದು ಬೆಂಗಳೂರನ್ನು ಮುಂದಿನ 20 ವರ್ಷಗಳ ಜಾಗತಿಕ ಕ್ವಾಂಟಮ್ ರಾಜಧಾನಿಯಾಗಿ ರೂಪಿಸಲಿದೆ. ಸಂಶೋಧನಾ ಕೇಂದ್ರಗಳು, ನವೋದ್ಯಮಗಳು ಹಾಗೂ ಜಾಗತಿಕ ಕಂಪನಿಗಳ ಸಹಭಾಗಿತ್ವದಲ್ಲಿ 2,000ಕ್ಕೂ ಹೆಚ್ಚು ಹೊಸ ಉದ್ಯೋಗ ಸೃಷ್ಟಿಯ ನಿರೀಕ್ಷೆಯಿದೆ. ಐಐಎಸ್ಸಿ ಸೇರಿದಂತೆ ಪ್ರಮುಖ ಸಂಸ್ಥೆಗಳ ತಜ್ಞರೊಂದಿಗೆ ಸಮಾಲೋಚನೆ ನಡೆದಿದ್ದು, ನೀತಿಯ ಕರಡು ಅಂತಿಮ ಹಂತದಲ್ಲಿದೆ. ಕ್ವಾಂಟಮ್ ಕಂಪ್ಯೂಟಿಂಗ್, ಸಂವಹನ ಮತ್ತು ಸಂವೇದಕ ಕ್ಷೇತ್ರಗಳಲ್ಲಿ ಹೂಡಿಕೆ ಆಕರ್ಷಿಸಲು ವಿಶೇಷ ಪ್ರೋತ್ಸಾಹ ನೀಡಲಾಗುವುದು. ಯುವಜನರಿಗೆ ಕೌಶಲ್ಯ ತರಬೇತಿ ಕಾರ್ಯಕ್ರಮಗಳನ್ನು ವಿಶ್ವವಿದ್ಯಾಲಯಗಳ ಸಹಯೋಗದಲ್ಲಿ ಹಮ್ಮಿಕೊಳ್ಳಲಾಗುವುದು ಎಂದು ಸಚಿವರು ವಿವರಿಸಿದರು. xyxy=(948,690,1310,770)
cartoon-label-line2: ಬಾಣ xyxy=(524,99,553,118)
zodiac-icon: ♐ xyxy=(158,958,173,973)
article-body xyxy=(954,1634,1310,1792)
article-quantum-policy xyxy=(948,490,1310,1056)
registration-marks xyxy=(92,1994,149,2003)
highlight-title: ಸಚಿವರ ವಿರುದ್ಧ ಆಕ್ರೋಶ xyxy=(508,812,600,827)
rule xyxy=(1194,61,1308,63)
horoscope-item: ♉ ವೃಷಭ ನಿಮ್ಮ ಸಾಮರ್ಥ್ಯ ಗುರುತಿಸುವ ಕಾಲ. ಆರ್ಥಿಕ ವ್ಯವಹಾರಗಳಲ್ಲಿ ಜಾಗ್ರತೆ ವಹಿಸಿ. ದೂರ ಪ್ರಯಾಣದ ಯೋಗವಿದೆ. xyxy=(28,900,146,950)
article-body-continued: ಮಾಳಗೇರ, ರಮೇಶ ಹೂಗಾರ, ಭೀಮಶಂಕರ ಮಾಡಿಯಾಳ, ಶರಣಪ್ಪ ಬಿರಾದಾರ, ಸಾಯಬಣ್ಣ ಗುತ್ತೇದಾರ ಸೇರಿದಂತೆ ನೂರಾರು ರೈತರು ಪ್ರತಿಭಟನೆಯಲ್ಲಿ ಭಾಗವಹಿಸಿದ್ದರು. ಬೇಡಿಕೆ ಈಡೇರದಿದ್ದರೆ ಜಿಲ್ಲಾಧಿಕಾರಿ ಕಚೇರಿ ಎದುರು ಅನಿರ್ದಿಷ್ಟಾವಧಿ ಧರಣಿ ನಡೆಸುವುದಾಗಿ ಎಚ್ಚರಿಕೆ ನೀಡಿದರು. ಪ್ರತಿಭಟನೆ ಹಿನ್ನೆಲೆಯಲ್ಲಿ ಕಚೇರಿ ಸುತ್ತ ಬಿಗಿ ಪೊಲೀಸ್ ಬಂದೋಬಸ್ತ್ ಕೈಗೊಳ್ಳಲಾಗಿತ್ತು. ನಂತರ ಜಿಲ್ಲಾಧಿಕಾರಿಗೆ ಮನವಿ ಸಲ್ಲಿಸಿದ ರೈತರು, ಸರ್ಕಾರದ ಗಮನಕ್ಕೆ ತಂದು ಶೀಘ್ರ ಪರಿಹಾರ ಒದಗಿಸುವಂತೆ ಒತ್ತಾಯಿಸಿದರು. xyxy=(290,936,936,975)
zodiac-icon: ♑ xyxy=(158,1017,173,1032)
kidi-nudi-box xyxy=(28,488,276,780)
horoscope-item: ♍ ಕನ್ಯಾ ಕೆಲಸದ ಒತ್ತಡ ಕಡಿಮೆಯಾಗುವುದು. ಹಿರಿಯರ ಆಶೀರ್ವಾದ ದೊರೆಯುವುದು. ಹೂಡಿಕೆಗೆ ಸೂಕ್ತ ಸಮಯವಲ್ಲ. xyxy=(28,1135,146,1185)
body-text: ಸೋಮವಾರ ವಿಧಾನಸೌಧದಲ್ಲಿ ನಡೆದ ಸಚಿವ ಸಂಪುಟ ಸಭೆಯ ಬಳಿಕ ಮುಖ್ಯಮಂತ್ರಿ ಸಿದ್ದರಾಮಯ್ಯ ಹಾಗೂ ಉಪಮುಖ್ಯಮಂತ್ರಿ ಡಿ.ಕೆ.ಶಿವಕುಮಾರ್ ಒಟ್ಟಿಗೆ ಊಟ ಮಾಡಿದರು. ಈ ವೇಳೆ ಹಲವು ಸಚಿವರು ಉಪಸ್ಥಿತರಿದ್ದರು. ನಾಯಕತ್ವ ಬದಲಾವಣೆ ಚರ್ಚೆಯ ನಡುವೆ ಈ ಬೆಳವಣಿಗೆ ಕುತೂಹಲ ಮೂಡಿಸಿದೆ. ಹೈಕಮಾಂಡ್ ಸೂಚನೆ ಬಂದ ಕೂಡಲೇ ಸ್ಪಷ್ಟ ತೀರ್ಮಾನ ಪ್ರಕಟಿಸುವುದಾಗಿ ಸಿಎಂ ಹೇಳಿದರು. xyxy=(852,1170,1088,1250)
article-tech-summit xyxy=(290,1606,688,1990)
article-body xyxy=(290,1395,688,1591)
article-row xyxy=(290,562,936,800)
section-rule xyxy=(954,1802,1310,1803)
article-headline: 5 ಸಾವಿರಕ್ಕೂ ಹೆಚ್ಚು ಶಂಕಿತ ಕ್ಯಾನ್ಸರ್ ಪತ್ತೆ xyxy=(290,1066,608,1094)
photo-column xyxy=(1172,490,1310,683)
article-gangrape-case xyxy=(28,1644,276,1990)
paper-tagline: ನಿತ್ಯ ಅಚ್ಚುಮೆಚ್ಚಿನ ದೈನಿಕ xyxy=(1134,38,1190,46)
page-header xyxy=(28,4,1310,82)
column-rule xyxy=(844,1062,845,1358)
body-text: 2025-26ನೇ ಸಾಲಿನಲ್ಲಿ ಕೇಂದ್ರದಿಂದ ಯೋಜನೆಯಡಿ ನಿರೀಕ್ಷಿತ ಅನುದಾನ ಬಿಡುಗಡೆಯಾಗಿಲ್ಲ. ರಾಜ್ಯದ ಪಾಲಿನ 1,700 ಕೋಟಿ ರೂ. ಬಿಡುಗಡೆಯಾಗಿದ್ದು, ಕೇಂದ್ರದಿಂದ 1,500 ಕೋಟಿ ರೂ. ಬಾಕಿ ಇದೆ. ಗ್ರಾಮೀಣ ಭಾಗದ ಪ್ರತಿ ಮನೆಗೆ ನಲ್ಲಿ ನೀರು ಒದಗಿಸುವ ಗುರಿಯ ಈ ಯೋಜನೆಗೆ ಒಟ್ಟು 2,600 ಕೋಟಿ ರೂ. ಅಗತ್ಯವಿದೆ ಎಂದು ಅಧಿಕಾರಿಗಳು ಮಾಹಿತಿ ನೀಡಿದ್ದಾರೆ. xyxy=(290,1396,527,1476)
gulika-kala: ಗುಳಿಕಕಾಲ: 12.00 – 1.30 xyxy=(99,1211,205,1223)
kidi-nudi-text: ◆ ಕರ್ನಾಟಕ ಸರ್ಕಾರದ ಪ್ರತಿಯೊಂದು ಯೋಜನೆಗಳು ಸಮಾಜದ ಕಟ್ಟಕಡೆಯ ವ್ಯಕ್ತಿಗೂ ತಲುಪಬೇಕೆಂಬುದು ಆಶಯ – ಆಡಳಿತ ವೈಖರಿಯೇ ಸರ್ಕಾರದ ಮಾನದಂಡ. xyxy=(41,561,263,607)
color-registration-dot xyxy=(1246,1994,1255,2003)
horoscope-item: ♏ ವೃಶ್ಚಿಕ ಅಧಿಕಾರಿಗಳ ಬೆಂಬಲ ದೊರೆಯುವುದು. ಆರೋಗ್ಯದ ಕಡೆ ಗಮನ ಇರಲಿ. ಹಳೆಯ ಸಾಲ ತೀರುವ ಸೂಚನೆ ಇದೆ. xyxy=(158,900,276,950)
column-rule xyxy=(282,484,283,1990)
inline-subhead: ರಾಯಚೂರಿನಲ್ಲಿ ಎಚ್ಚರಿಕೆ ಸ್ವಾಗತ: xyxy=(535,1396,650,1407)
table-row: ಗರ್ಭಕಂಠ ಕ್ಯಾನ್ಸರ್ 3,85,714 950 xyxy=(469,1161,672,1180)
horoscope-item: ♐ ಧನು ಹೊಸ ಜವಾಬ್ದಾರಿ ದೊರೆಯುವ ಸಾಧ್ಯತೆ. ಆದಾಯ ವೃದ್ಧಿ. ವೃಥಾ ವಾದ ವಿವಾದಗಳಿಂದ ದೂರವಿರುವುದು ಒಳಿತು. xyxy=(158,959,276,1009)
body-text: ಕರ್ನಾಟಕ ಮತ್ತು ಭಾರತದ ಮೊದಲ ಕ್ವಾಂಟಮ್ ತಂತ್ರಜ್ಞಾನ ನೀತಿಯನ್ನು ರಾಜ್ಯ ಸರ್ಕಾರ ಶೀಘ್ರದಲ್ಲೇ ಜಾರಿಗೆ ತರಲಿದೆ ಎಂದು ಬೃಹತ್ ಮತ್ತು ಮಧ್ಯಮ ಕೈಗಾರಿಕಾ ಸಚಿವ ಎಂ.ಬಿ. ಪಾಟೀಲ್ ತಿಳಿಸಿದ್ದಾರೆ. ಕ್ವಾಂಟಮ್ ಸಂಶೋಧನೆ, ಉದ್ಯಮ ಹಾಗೂ ಕೌಶಲ್ಯಾಭಿವೃದ್ಧಿಗೆ ಪೂರಕ ವಾತಾವರಣ ನಿರ್ಮಿಸುವ ಗುರಿ ಹೊಂದಲಾಗಿದೆ ಎಂದರು. xyxy=(948,553,1164,620)
spark-icon: ✸ xyxy=(241,497,263,527)
article-headline: ಅಂಜನಾದ್ರಿ ಭಕ್ತರಿಗೆ ವ್ಯವಸ್ಥೆ ಕಲ್ಪಿಸಿ xyxy=(700,1606,885,1626)
cartoon-box xyxy=(462,118,1002,470)
treatment-table xyxy=(467,1100,673,1239)
flame-logo-icon xyxy=(1102,9,1122,33)
horoscope-item: ♑ ಮಕರ ಹಣಕಾಸಿನ ವ್ಯವಹಾರದಲ್ಲಿ ಲಾಭ. ಹೊಸ ಒಪ್ಪಂದಗಳಿಗೆ ಶುಭ ದಿನ. ಆರೋಗ್ಯ ಉತ್ತಮವಾಗಿರುವುದು. xyxy=(158,1018,276,1068)
inline-subhead: ಒಟ್ಟಿಗೆ ಊಟ ಮಾಡಿದ ಸಿಎಂ-ಡಿಸಿಎಂ: xyxy=(852,1170,971,1182)
article-lover-murder xyxy=(700,1842,942,1990)
table-row: ಬಾಯಿ ಕ್ಯಾನ್ಸರ್ 11,92,436 3,403 xyxy=(469,1142,672,1161)
color-registration-dot xyxy=(404,1994,413,2003)
article-headline: ಮಹಿಳೆಯಿಂದ ಪ್ರಿಯಕರನ ಹತ್ಯೆ xyxy=(700,1842,867,1862)
horoscope-item: ♋ ಕಟಕ ಬಂಧುಗಳ ಭೇಟಿ ಸಂತಸ ತರುವುದು. ಖರ್ಚು ಹೆಚ್ಚುವ ಸಂಭವ. ಕೆಲಸದಲ್ಲಿ ನಿಧಾನ ಗತಿ ಕಾಣಿಸಬಹುದು. ತಾಳ್ಮೆ ಇರಲಿ. xyxy=(28,1018,146,1068)
color-registration-dot xyxy=(960,1994,969,2003)
quote-icon: ❝ xyxy=(667,801,686,842)
section-rule xyxy=(288,1598,1310,1599)
article-body xyxy=(948,553,1164,621)
color-registration-dot xyxy=(1230,1994,1239,2003)
dateline: ● ಕೊಪ್ಪಳ: xyxy=(700,1633,743,1644)
article-headline: ಶೇಖ್ ಹಸೀನಾಗೆ ಗಲ್ಲು xyxy=(1102,1066,1255,1090)
color-registration-dot xyxy=(1198,1994,1207,2003)
masthead xyxy=(1016,4,1308,75)
quantum-photo xyxy=(1172,490,1310,658)
continued-from-page1-marker: ಪುಟ 1► xyxy=(1102,1097,1135,1109)
color-registration-dot xyxy=(928,1994,937,2003)
section-rule xyxy=(28,480,1310,481)
article-headline: ನೇತ್ರಾಧಿಕಾರಿಗಳ ಸ್ಥಳಾಂತರಕ್ಕೆ ಆರೋಗ್ಯ ಇಲಾಖೆ ಆದೇಶ xyxy=(28,88,427,114)
article-body xyxy=(290,562,448,800)
weekday: ಮಂಗಳವಾರ xyxy=(32,10,182,29)
zodiac-icon: ♎ xyxy=(158,829,173,844)
continued-from-page1-marker: ಪುಟ 1► xyxy=(290,1396,332,1407)
rahu-kala: ರಾಹುಕಾಲ: 3.00 – 4.30 xyxy=(102,1196,202,1208)
registration-marks xyxy=(928,1994,985,2003)
zodiac-icon: ♌ xyxy=(28,1076,43,1091)
article-body: ಹಂಗಾಮು ಆರಂಭವಾಗಿ ತಿಂಗಳು ಕಳೆದರೂ ದರ ನಿಗದಿ ಮಾಡದ ಕಾರ್ಖಾನೆಗಳ ವಿರುದ್ಧ ಕ್ರಮ ಕೈಗೊಳ್ಳಬೇಕು. ಇಲ್ಲದಿದ್ದರೆ ಹೋರಾಟ ತೀವ್ರಗೊಳಿಸುವುದಾಗಿ ರೈತರು ಎಚ್ಚರಿಸಿದರು. xyxy=(290,807,448,859)
article-headline: ಇಂದಿನಿಂದ ಬೆಂಗಳೂರು ಟೆಕ್ ಶೃಂಗಸಭೆ xyxy=(290,1606,530,1628)
horoscope-grid xyxy=(28,829,276,1187)
horoscope-item: ♊ ಮಿಥುನ ಒತ್ತಡದ ದಿನ. ಸ್ನೇಹಿತರ ನೆರವು ಸಿಗುವುದು. ಮಕ್ಕಳ ವಿಷಯದಲ್ಲಿ ಸಂತಸದ ಸುದ್ದಿ ಕೇಳುವಿರಿ. ಕೋಪ ನಿಯಂತ್ರಣದಲ್ಲಿರಲಿ. xyxy=(28,959,146,1009)
color-registration-dot xyxy=(674,1994,683,2003)
article-headline: ಮಹಿಳೆಗೆ ಮತ್ತು ಬರಿಸಿ ಸಾಮೂಹಿಕ ಅತ್ಯಾಚಾರ xyxy=(28,1644,239,1689)
body-text: ಭಾರಿ ಮಳೆಯಿಂದ ಉಕ್ಕಿ ಹರಿಯುತ್ತಿದ್ದ ಹಳ್ಳ ದಾಟಲು ಮುಂದಾದ ಕಾರು ನೀರಿನ ಸೆಳೆತಕ್ಕೆ ಸಿಲುಕಿ ಕೊಚ್ಚಿ ಹೋದ ಘಟನೆ ನಡೆದಿದೆ. ಕಾರಿನಲ್ಲಿದ್ದ ನಾಲ್ವರು ಸ್ಥಳೀಯರ ನೆರವಿನಿಂದ ಪ್ರಾಣಾಪಾಯದಿಂದ ಪಾರಾಗಿದ್ದಾರೆ. ಸೇತುವೆ ಮೇಲೆ ನೀರು ಹರಿಯುತ್ತಿದ್ದರೂ ಚಾಲಕ ನಿರ್ಲಕ್ಷ್ಯದಿಂದ ಮುಂದುವರಿದಿದ್ದೇ ಅನಾಹುತಕ್ಕೆ ಕಾರಣ ಎನ್ನಲಾಗಿದೆ. ಕಾರು ಸುಮಾರು ಒಂದು ಕಿ.ಮೀ. ದೂರದಲ್ಲಿ ಪತ್ತೆಯಾಗಿದ್ದು, ಕ್ರೇನ್ ಮೂಲಕ ಮೇಲೆತ್ತಲಾಯಿತು. ಮಳೆ ಮುಂದುವರಿದಿರುವುದರಿಂದ ಇಂತಹ ಮಾರ್ಗಗಳಲ್ಲಿ ಸಂಚರಿಸದಂತೆ ಪೊಲೀಸರು ಮನವಿ ಮಾಡಿದ್ದಾರೆ. xyxy=(954,1634,1310,1701)
column-rule xyxy=(940,484,941,1056)
continued-from-page1-marker: ಪುಟ 1► xyxy=(700,1394,731,1406)
article-body xyxy=(28,121,448,257)
cartoon-label xyxy=(524,84,1002,118)
table-column xyxy=(467,1100,673,1346)
dateline: ● ಬೆಂಗಳೂರು: xyxy=(948,554,1002,565)
color-registration-dot xyxy=(108,1994,117,2003)
color-registration-dot xyxy=(706,1994,715,2003)
body-text: ದೇಶದಲ್ಲಿ ಸೈಬರ್ ಅಪರಾಧ ಪ್ರಕರಣಗಳು ದಿನದಿಂದ ದಿನಕ್ಕೆ ಹೆಚ್ಚುತ್ತಿದ್ದು, ಕಳೆದ ವರ್ಷವೊಂದರಲ್ಲೇ 25 ಸಾವಿರಕ್ಕೂ ಹೆಚ್ಚು ದೂರುಗಳು ದಾಖಲಾಗಿವೆ. ವಂಚನೆ ತಡೆಗೆ ಜಿಲ್ಲಾ ಕೇಂದ್ರಗಳಲ್ಲಿ ಪ್ರತ್ಯೇಕ ಸೈಬರ್ ಠಾಣೆಗಳನ್ನು ಬಲಪಡಿಸಲಾಗುವುದು. ಸಿಬ್ಬಂದಿಗೆ ವಿಶೇಷ ತರಬೇತಿ ನೀಡಲಾಗುವುದು. ಬೆಂಗಳೂರಲ್ಲದೆ ಜಿಲ್ಲೆಗಳಲ್ಲೂ ತನಿಖಾ ಘಟಕ ಆರಂಭಿಸಲು ಚಿಂತನೆ ನಡೆದಿದೆ ಎಂದು ಸಚಿವರು ತಿಳಿಸಿದರು. ಈ ವೇಳೆ ಶಾಸಕರು, ಜಿಲ್ಲಾ ಮುಖಂಡರು ಉಪಸ್ಥಿತರಿದ್ದರು. xyxy=(1014,237,1310,303)
zodiac-icon: ♋ xyxy=(28,1017,43,1032)
article-body xyxy=(28,1695,276,1818)
continued-from-page1-marker: ಪುಟ 1► xyxy=(290,1100,324,1112)
article-body xyxy=(290,1634,688,1982)
table-row: ಶುಗರ್ ಸಮಸ್ಯೆ 9,58,671 7,535 xyxy=(469,1218,672,1237)
table-row: ಸ್ತನ ಕ್ಯಾನ್ಸರ್ 5,38,688 1,311 xyxy=(469,1180,672,1199)
col-tested: ತಪಾಸಣೆ xyxy=(551,1123,623,1142)
article-cancer-screening xyxy=(290,1066,838,1356)
quote-author: ಡಿ. ದೇವರಾಜ್ xyxy=(1110,1487,1154,1498)
